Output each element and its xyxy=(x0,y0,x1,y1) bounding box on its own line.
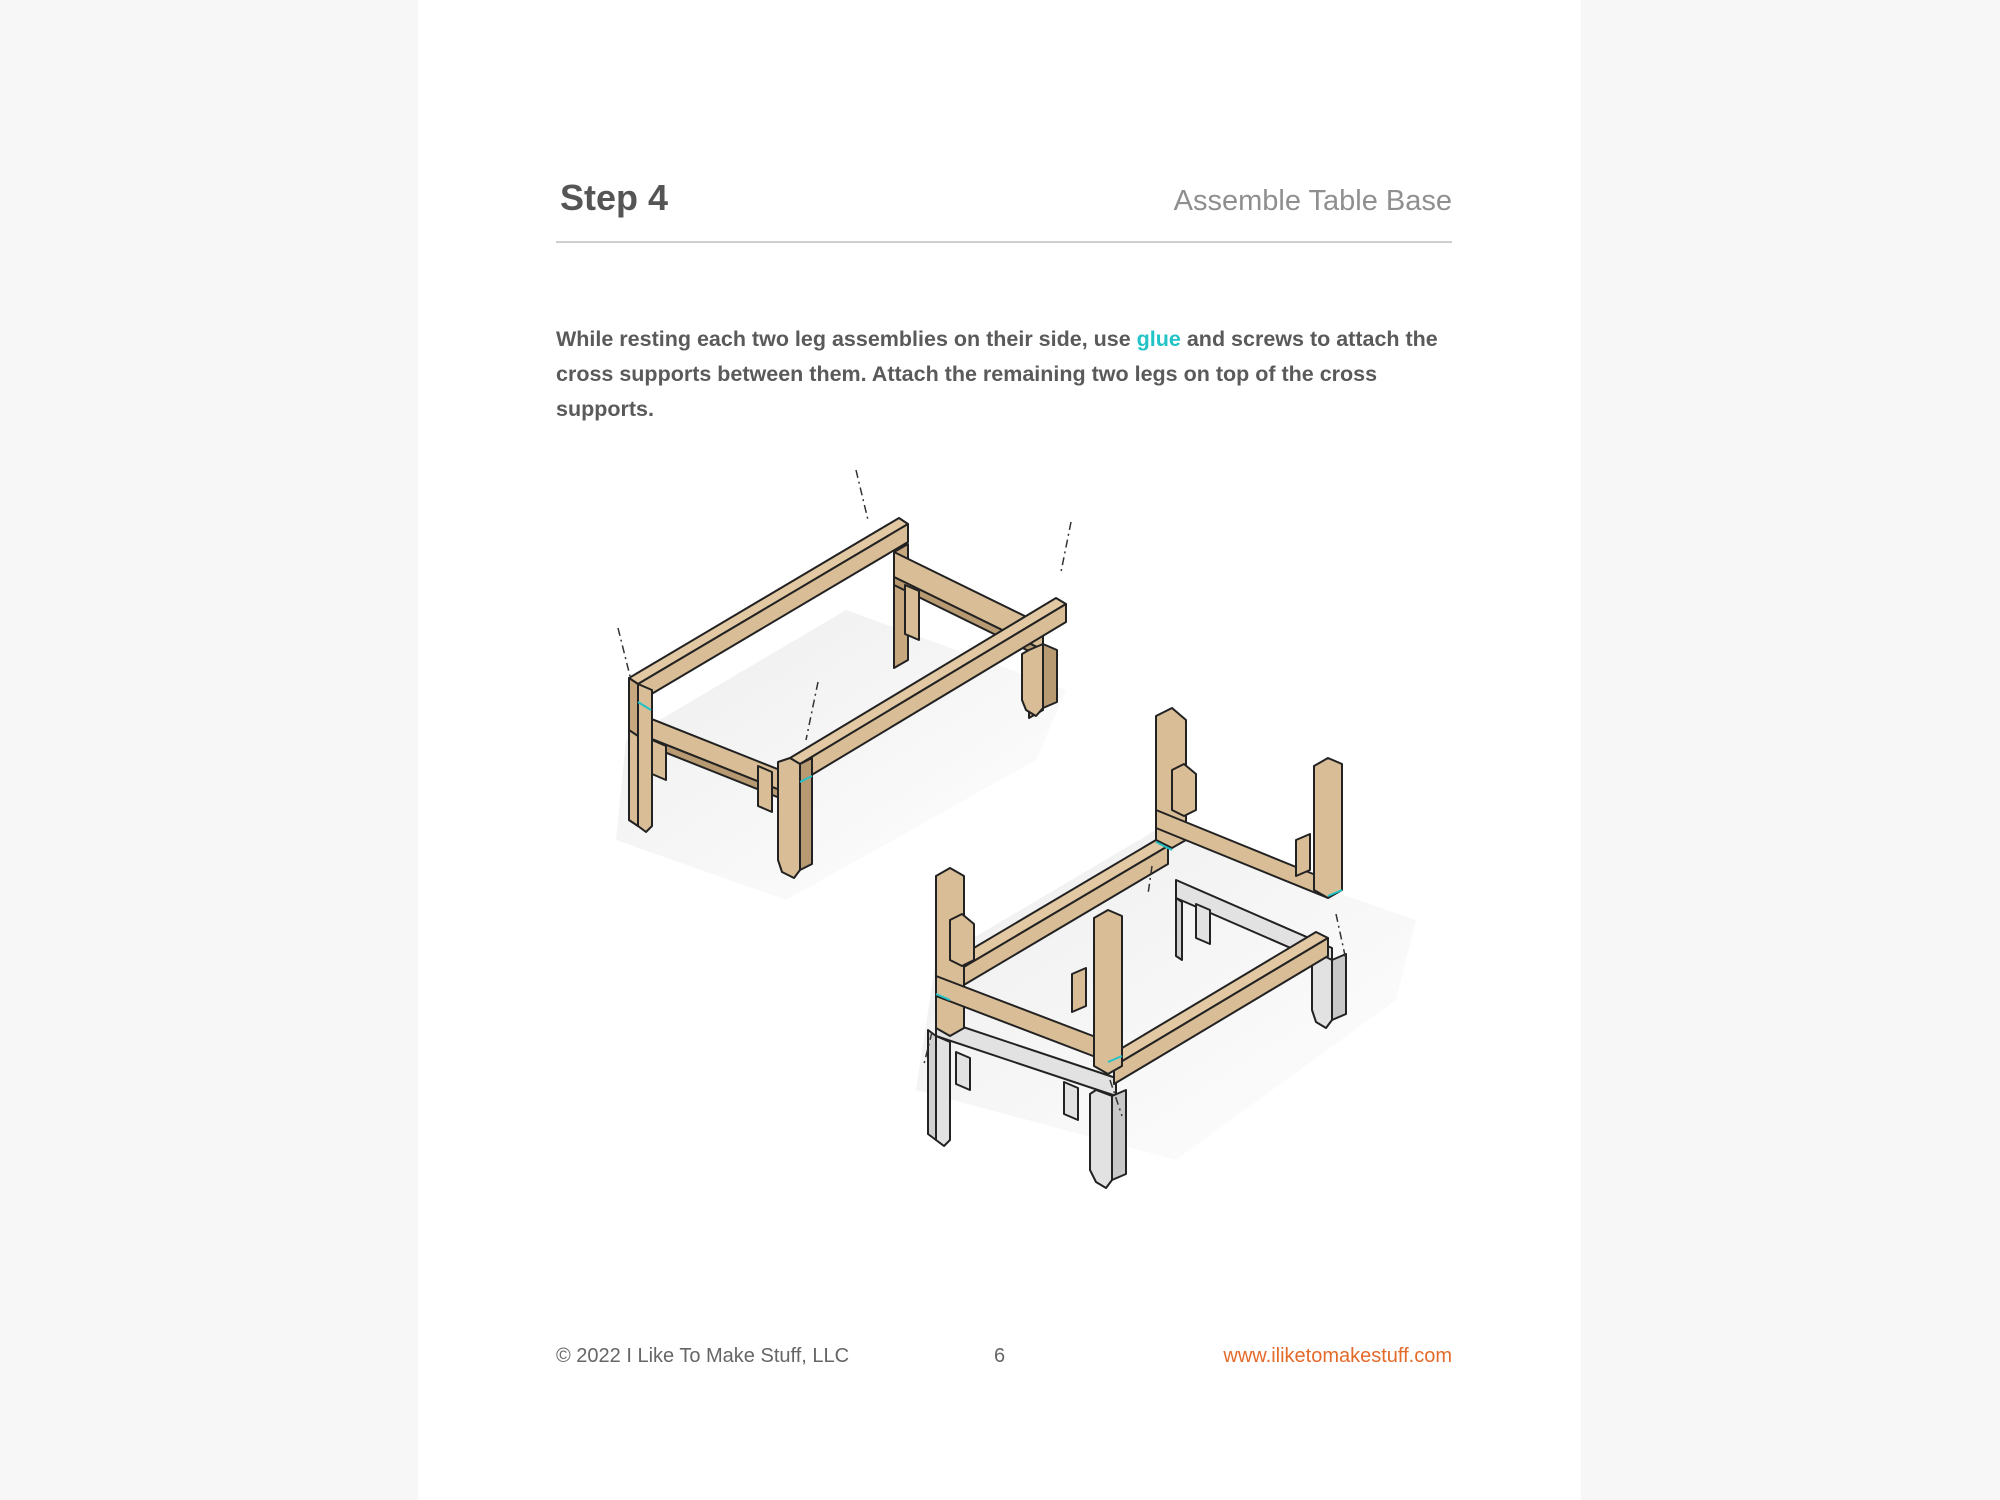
step-header xyxy=(556,175,1452,243)
website-link[interactable]: www.iliketomakestuff.com xyxy=(1223,1345,1452,1367)
instruction-page xyxy=(418,0,1581,1500)
instructions-after: and screws to attach the cross supports between them. Attach the remaining two legs on top of the cross supports. xyxy=(556,326,1438,421)
copyright: © 2022 I Like To Make Stuff, LLC xyxy=(556,1345,850,1367)
left-assembly xyxy=(616,470,1071,900)
step-title: Step 4 xyxy=(560,177,669,218)
page-number: 6 xyxy=(994,1345,1006,1367)
page-footer xyxy=(556,1345,1452,1375)
assembly-diagram xyxy=(556,440,1456,1230)
instructions-before: While resting each two leg assemblies on their side, use xyxy=(556,326,1137,351)
step-subtitle: Assemble Table Base xyxy=(1173,185,1452,217)
glue-highlight: glue xyxy=(1136,326,1181,351)
instructions-text xyxy=(556,322,1456,427)
